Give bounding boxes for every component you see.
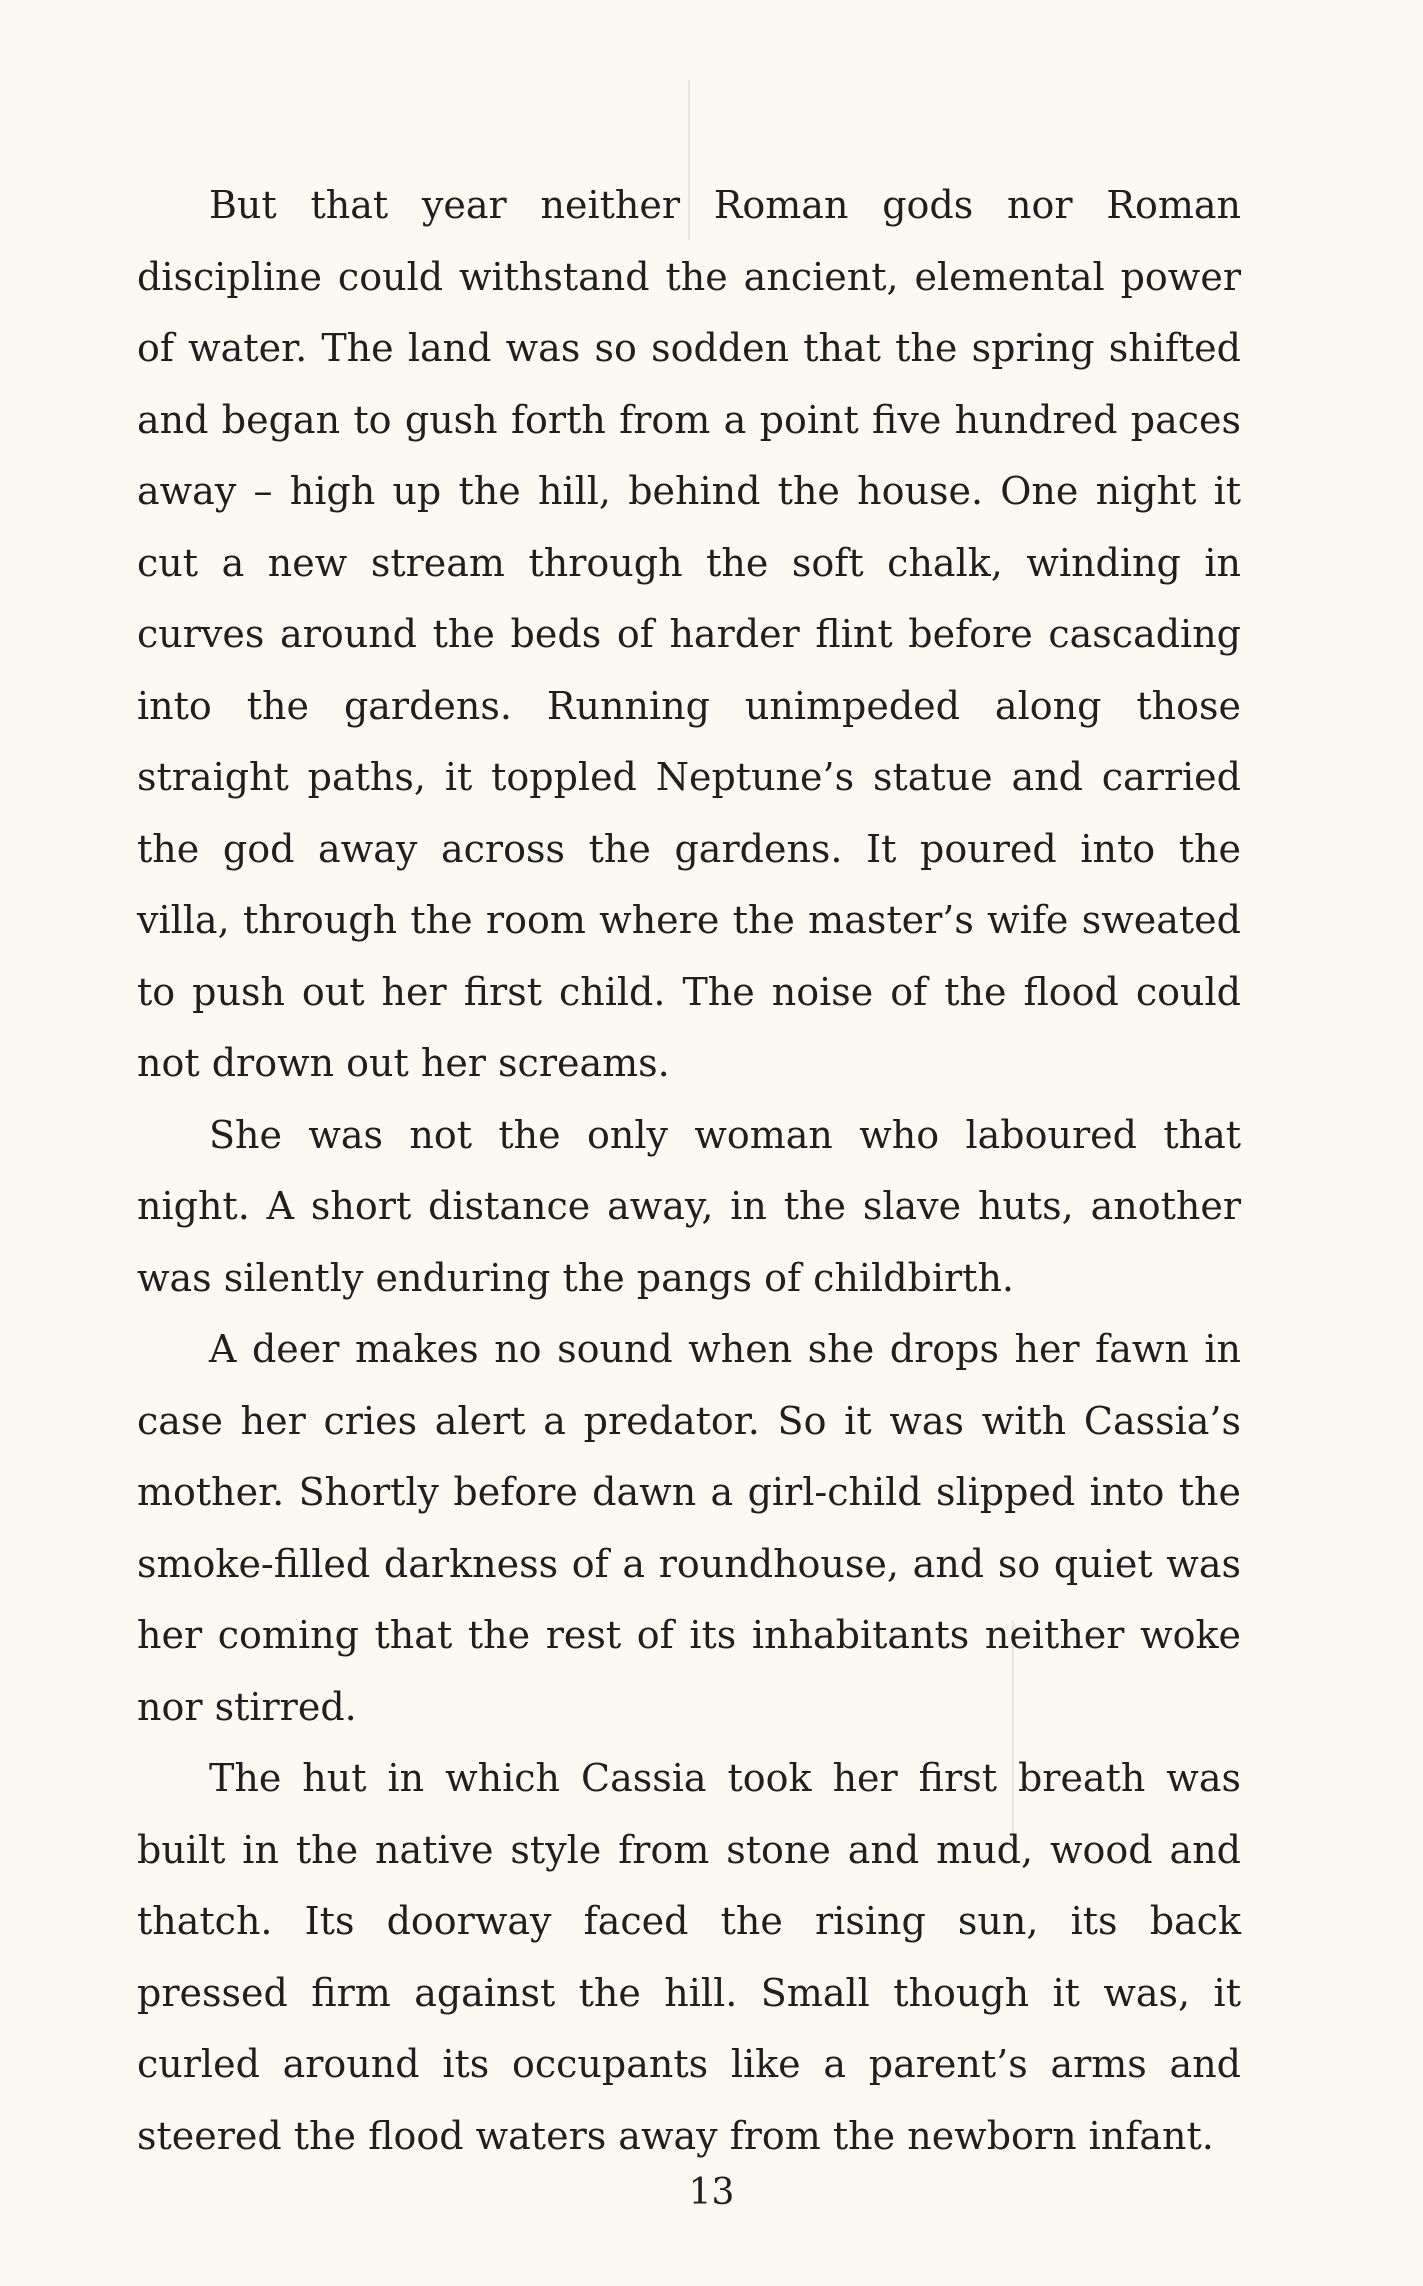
paragraph-3: A deer makes no sound when she drops her fawn in case her cries alert a predator. So it was with Cassia’s mother. Shortly before dawn a girl-child slipped into the smoke-filled darkness of a roundhouse, and so quiet was her coming that the rest of its inhabitants neither woke nor stirred. (137, 1327, 1241, 1729)
paragraph-1: But that year neither Roman gods nor Roman discipline could withstand the ancient, elemental power of water. The land was so sodden that the spring shifted and began to gush forth from a point five hundred paces away – high up the hill, behind the house. One night it cut a new stream through the soft chalk, winding in curves around the beds of harder flint before cascading into the gardens. Running unimpeded along those straight paths, it toppled Neptune’s statue and carried the god away across the gardens. It poured into the villa, through the room where the master’s wife sweated to push out her first child. The noise of the flood could not drown out her screams. (137, 183, 1241, 1085)
body-text (137, 170, 1241, 2172)
page-number: 13 (688, 2172, 735, 2213)
paragraph-4: The hut in which Cassia took her first breath was built in the native style from stone and mud, wood and thatch. Its doorway faced the rising sun, its back pressed firm against the hill. Small though it was, it curled around its occupants like a parent’s arms and steered the flood waters away from the newborn infant. (137, 1756, 1241, 2158)
paragraph-2: She was not the only woman who laboured that night. A short distance away, in the slave huts, another was silently enduring the pangs of childbirth. (137, 1112, 1241, 1300)
